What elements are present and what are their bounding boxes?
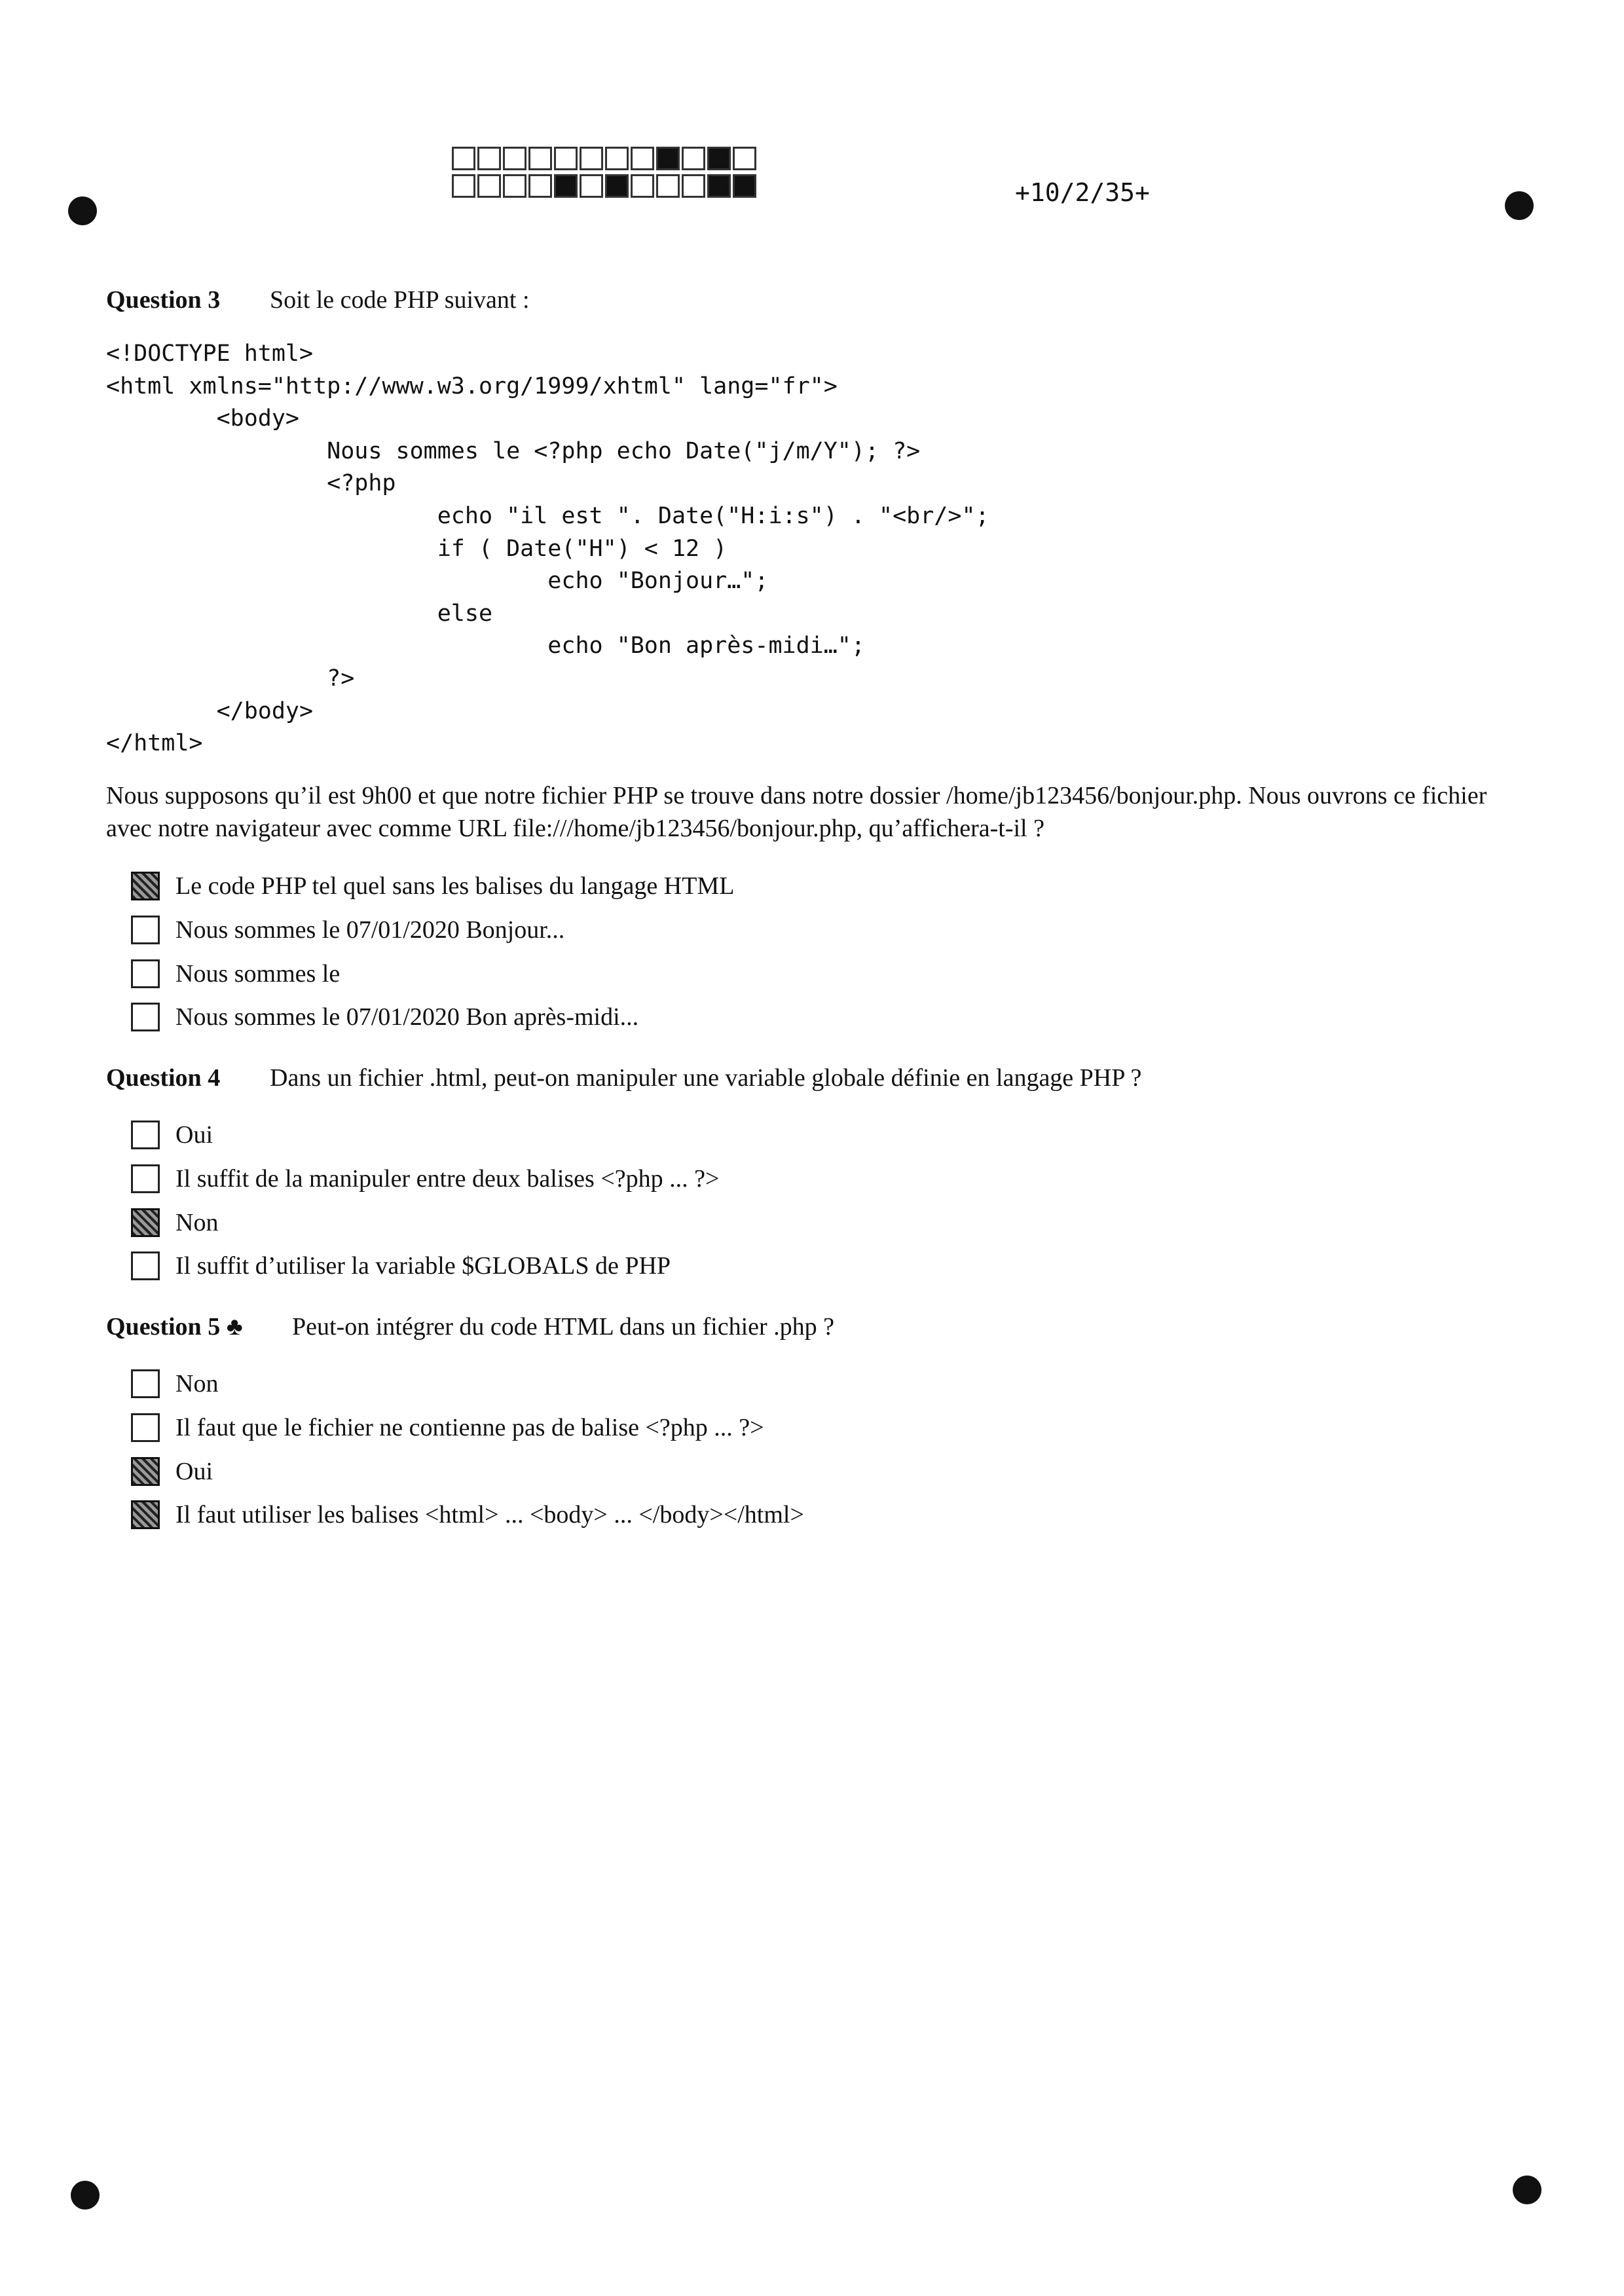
answer-option: [131, 1200, 719, 1244]
id-grid-cell[interactable]: [554, 147, 578, 170]
question-3-paragraph: Nous supposons qu’il est 9h00 et que notre fichier PHP se trouve dans notre dossier /home/jb123456/bonjour.php. Nous ouvrons ce fichier avec notre navigateur avec comme URL file:///home/jb123456/bonjour.php, qu’affichera-t-il ?: [106, 782, 1487, 842]
answer-option-label: Nous sommes le: [175, 959, 341, 988]
answer-option: [131, 995, 734, 1039]
id-grid-row: [452, 174, 758, 198]
registration-mark-bottom-left: [71, 2181, 100, 2210]
answer-option: [131, 1449, 804, 1493]
id-grid-cell[interactable]: [656, 174, 680, 198]
question-text: Peut-on intégrer du code HTML dans un fichier .php ?: [292, 1313, 835, 1341]
answer-option-label: Il faut utiliser les balises <html> ... <body> ... </body></html>: [175, 1501, 804, 1529]
id-grid-cell[interactable]: [707, 147, 731, 170]
id-grid-cell[interactable]: [477, 174, 501, 198]
id-grid-cell[interactable]: [477, 147, 501, 170]
id-grid-cell[interactable]: [580, 174, 603, 198]
registration-mark-top-left: [68, 196, 97, 225]
answer-option-label: Il suffit de la manipuler entre deux balises <?php ... ?>: [175, 1165, 720, 1193]
answer-option-label: Oui: [175, 1457, 213, 1485]
answer-option-label: Non: [175, 1208, 219, 1236]
id-grid-cell[interactable]: [580, 147, 603, 170]
answer-option-label: Il suffit d’utiliser la variable $GLOBALS de PHP: [175, 1252, 671, 1280]
id-grid-cell[interactable]: [554, 174, 578, 198]
answer-option-label: Il faut que le fichier ne contienne pas de balise <?php ... ?>: [175, 1414, 764, 1442]
answer-option: [131, 1157, 719, 1201]
id-grid-cell[interactable]: [452, 174, 475, 198]
checkbox[interactable]: [131, 959, 160, 988]
id-grid-cell[interactable]: [452, 147, 475, 170]
checkbox[interactable]: [131, 1120, 160, 1149]
answer-option-label: Non: [175, 1370, 219, 1398]
id-grid-cell[interactable]: [528, 174, 552, 198]
id-grid-cell[interactable]: [733, 174, 756, 198]
id-grid-cell[interactable]: [503, 174, 526, 198]
question-5-options: [131, 1362, 804, 1537]
checkbox[interactable]: [131, 1164, 160, 1193]
checkbox[interactable]: [131, 916, 160, 944]
answer-option: [131, 908, 734, 952]
id-grid-cell[interactable]: [605, 147, 629, 170]
answer-option-label: Nous sommes le 07/01/2020 Bonjour...: [175, 916, 565, 944]
id-grid-cell[interactable]: [656, 147, 680, 170]
checkbox[interactable]: [131, 1369, 160, 1398]
answer-option: [131, 1113, 719, 1157]
answer-option: [131, 1362, 804, 1406]
registration-mark-top-right: [1505, 191, 1534, 220]
id-grid-cell[interactable]: [503, 147, 526, 170]
id-grid-cell[interactable]: [733, 147, 756, 170]
question-4: [106, 1064, 1141, 1092]
student-id-grid: [452, 147, 758, 202]
registration-mark-bottom-right: [1513, 2176, 1541, 2204]
checked-box[interactable]: [131, 1208, 160, 1237]
question-4-options: [131, 1113, 719, 1288]
question-text: Dans un fichier .html, peut-on manipuler une variable globale définie en langage PHP ?: [270, 1064, 1142, 1092]
id-grid-cell[interactable]: [682, 174, 705, 198]
answer-option: [131, 1493, 804, 1537]
question-3-options: [131, 864, 734, 1039]
checkbox[interactable]: [131, 1413, 160, 1442]
id-grid-cell[interactable]: [631, 174, 654, 198]
question-label: Question 4: [106, 1064, 221, 1092]
answer-option-label: Nous sommes le 07/01/2020 Bon après-midi...: [175, 1003, 639, 1031]
question-label: Question 5 ♣: [106, 1313, 243, 1341]
php-code-block: <!DOCTYPE html> <html xmlns="http://www.w3.org/1999/xhtml" lang="fr"> <body> Nous sommes le <?php echo Date("j/m/Y"); ?> <?php echo "il est ". Date("H:i:s") . "<br/>"; if ( Date("H") < 12 ) echo "Bonjour…"; else echo "Bon après-midi…"; ?> </body> </html>: [106, 341, 989, 757]
id-grid-cell[interactable]: [631, 147, 654, 170]
checked-box[interactable]: [131, 1500, 160, 1529]
answer-option: [131, 952, 734, 995]
checked-box[interactable]: [131, 1457, 160, 1486]
id-grid-cell[interactable]: [528, 147, 552, 170]
question-3: [106, 286, 530, 314]
question-text: Soit le code PHP suivant :: [270, 286, 530, 314]
id-grid-cell[interactable]: [682, 147, 705, 170]
id-grid-row: [452, 147, 758, 170]
answer-option-label: Oui: [175, 1121, 213, 1149]
answer-option-label: Le code PHP tel quel sans les balises du langage HTML: [175, 872, 735, 900]
answer-option: [131, 1406, 804, 1450]
page-code: +10/2/35+: [1015, 178, 1150, 207]
checked-box[interactable]: [131, 872, 160, 900]
question-5: [106, 1312, 834, 1341]
checkbox[interactable]: [131, 1003, 160, 1031]
question-label: Question 3: [106, 286, 221, 314]
id-grid-cell[interactable]: [707, 174, 731, 198]
answer-option: [131, 864, 734, 908]
checkbox[interactable]: [131, 1251, 160, 1280]
id-grid-cell[interactable]: [605, 174, 629, 198]
answer-option: [131, 1244, 719, 1288]
